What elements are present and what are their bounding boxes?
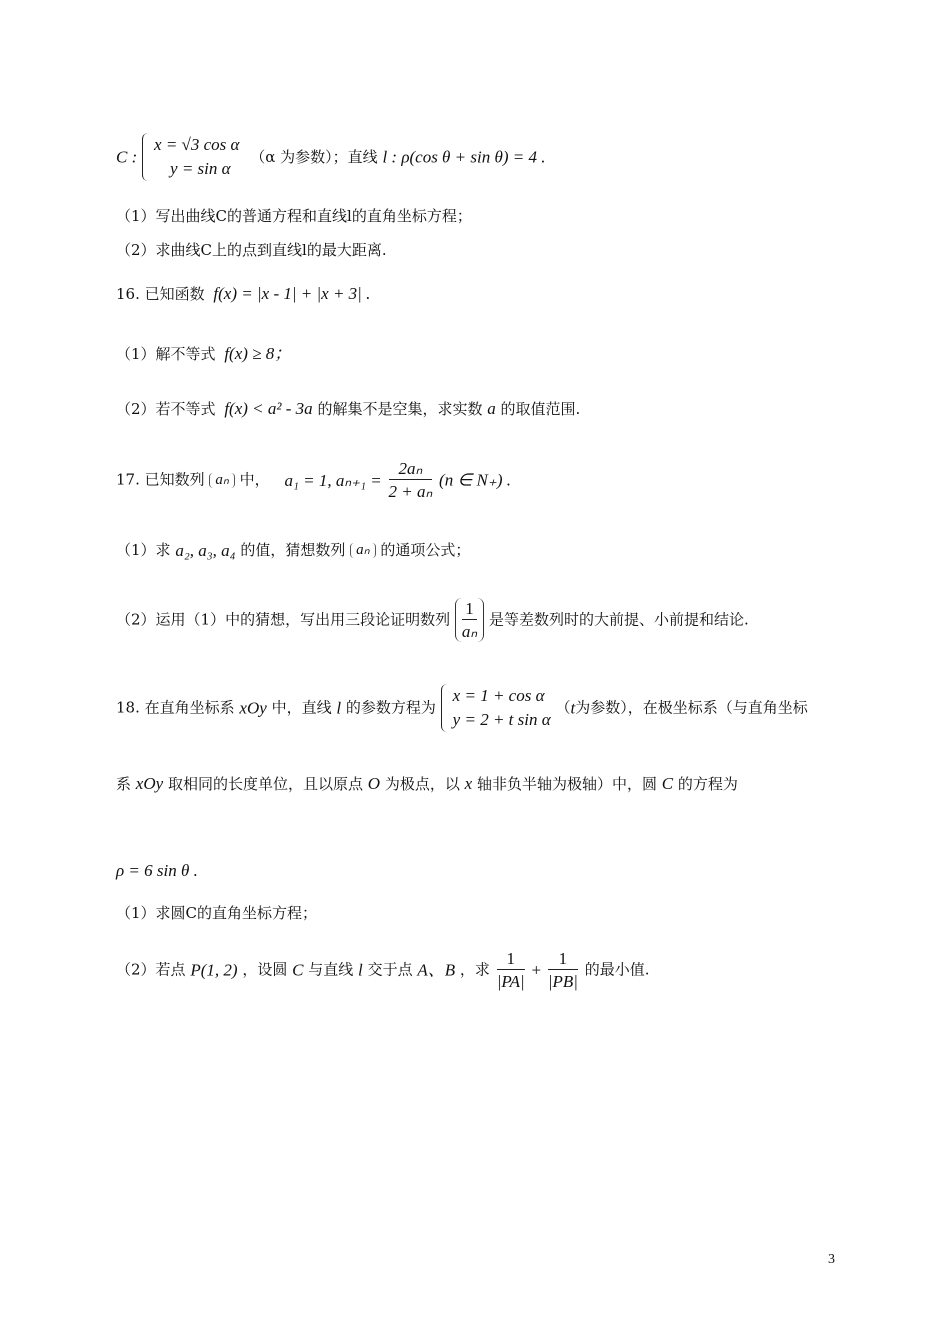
q18-line2-mid: 取相同的长度单位，且以原点 — [167, 775, 363, 793]
q17-p1-vals: a₂, a₃, a₄ — [175, 541, 236, 560]
q18-p2-mid4: ，求 — [459, 960, 490, 979]
q18-p2-end: 的最小值. — [584, 960, 650, 979]
q17-p2-set — [455, 598, 484, 642]
q15-param-note: （α 为参数）；直线 — [250, 147, 378, 166]
q18-origin: O — [367, 774, 381, 793]
q15-curve-line — [116, 133, 545, 181]
q18-frac-pa — [497, 950, 525, 990]
q16-p1-expr: f(x) ≥ 8； — [224, 344, 292, 363]
q18-point-p: P(1, 2) — [190, 960, 238, 980]
q18-f1-num: 1 — [497, 950, 525, 970]
q17-cond-end: (n ∈ N₊) . — [439, 470, 511, 490]
q18-note-post: 为参数），在极坐标系（与直角坐标 — [575, 698, 808, 717]
q18-x: x — [464, 774, 473, 793]
q15-row-1: x = √3 cos α — [154, 135, 240, 154]
q18-p2-text: （2）若点 — [116, 960, 186, 979]
q18-circle-c: C — [661, 774, 674, 793]
q17-stem — [116, 460, 511, 500]
q17-p1-text: （1）求 — [116, 541, 171, 559]
q16-part-1 — [116, 345, 291, 362]
q18-stem-line-1 — [116, 684, 808, 732]
q18-points-ab: A、B — [417, 960, 456, 980]
q18-plus: + — [531, 960, 542, 980]
q17-p1-end: 的通项公式； — [380, 541, 471, 559]
q18-row-1: x = 1 + cos α — [452, 686, 545, 705]
q18-p2-l: l — [358, 960, 363, 980]
q15-line-eq: l : ρ(cos θ + sin θ) = 4 . — [382, 147, 546, 167]
q17-p2-end: 是等差数列时的大前提、小前提和结论. — [488, 610, 749, 629]
q18-f1-den: |PA| — [496, 972, 525, 991]
q17-p2-frac-num: 1 — [462, 600, 477, 620]
q18-note-pre: （ — [555, 698, 571, 717]
q15-part-2: （2）求曲线C上的点到直线l的最大距离. — [116, 241, 387, 259]
q17-cond: a₁ = 1, aₙ₊₁ = — [284, 470, 382, 490]
q18-p2-mid2: 与直线 — [308, 960, 354, 979]
q18-line2-end: 的方程为 — [677, 775, 738, 793]
q18-stem-mid2: 的参数方程为 — [345, 698, 436, 717]
q18-part-2 — [116, 950, 650, 990]
q18-l: l — [336, 698, 342, 718]
q16-part-2 — [116, 400, 580, 417]
q18-p2-mid: ，设圆 — [242, 960, 288, 979]
q15-curve-system — [142, 133, 239, 181]
q18-stem-mid: 中，直线 — [271, 698, 332, 717]
q15-curve-label: C : — [116, 147, 138, 167]
q16-stem-text: 16. 已知函数 — [116, 285, 205, 303]
q17-stem-mid: 中， — [239, 470, 270, 489]
q16-function: f(x) = |x - 1| + |x + 3| . — [213, 284, 371, 303]
q17-p1-seq: aₙ — [350, 543, 375, 558]
q18-f2-num: 1 — [548, 950, 578, 970]
q18-line2-xoy: xOy — [135, 774, 164, 793]
q16-p2-expr: f(x) < a² - 3a — [224, 399, 313, 418]
q16-p2-suffix: 的解集不是空集，求实数 — [317, 400, 483, 418]
q18-stem-line-2 — [116, 775, 738, 792]
q18-polar-eq: ρ = 6 sin θ . — [116, 861, 198, 880]
q17-p1-mid: 的值，猜想数列 — [240, 541, 346, 559]
q16-p2-text: （2）若不等式 — [116, 400, 216, 418]
q18-param-t: t — [570, 698, 576, 718]
q18-frac-pb — [548, 950, 578, 990]
q16-p2-end: 的取值范围. — [500, 400, 581, 418]
q17-part-2 — [116, 598, 749, 642]
q17-p2-text: （2）运用（1）中的猜想，写出用三段论证明数列 — [116, 610, 451, 629]
q18-row-2: y = 2 + t sin α — [452, 710, 551, 729]
q18-p2-mid3: 交于点 — [367, 960, 413, 979]
page-number: 3 — [828, 1252, 835, 1267]
q18-line2-pre: 系 — [116, 775, 132, 793]
q18-line2-mid3: 轴非负半轴为极轴）中，圆 — [476, 775, 657, 793]
q18-p2-c: C — [292, 960, 304, 980]
q18-param-system — [441, 684, 551, 732]
q17-part-1 — [116, 542, 470, 559]
q18-part-1: （1）求圆C的直角坐标方程； — [116, 904, 318, 922]
q18-xoy: xOy — [239, 698, 267, 718]
q15-part-1: （1）写出曲线C的普通方程和直线l的直角坐标方程； — [116, 207, 472, 225]
q16-p2-var: a — [487, 399, 496, 418]
q17-seq: aₙ — [209, 473, 234, 488]
q17-recurrence-fraction — [389, 460, 433, 500]
q18-f2-den: |PB| — [547, 972, 578, 991]
q16-p1-text: （1）解不等式 — [116, 345, 216, 363]
q17-frac-num: 2aₙ — [389, 460, 433, 480]
q18-stem-text: 18. 在直角坐标系 — [116, 698, 235, 717]
q16-stem — [116, 285, 370, 302]
q17-p2-frac-den: aₙ — [461, 622, 478, 641]
q17-frac-den: 2 + aₙ — [388, 482, 433, 501]
q18-line2-mid2: 为极点，以 — [384, 775, 460, 793]
q17-stem-text: 17. 已知数列 — [116, 470, 205, 489]
q15-row-2: y = sin α — [170, 159, 231, 178]
